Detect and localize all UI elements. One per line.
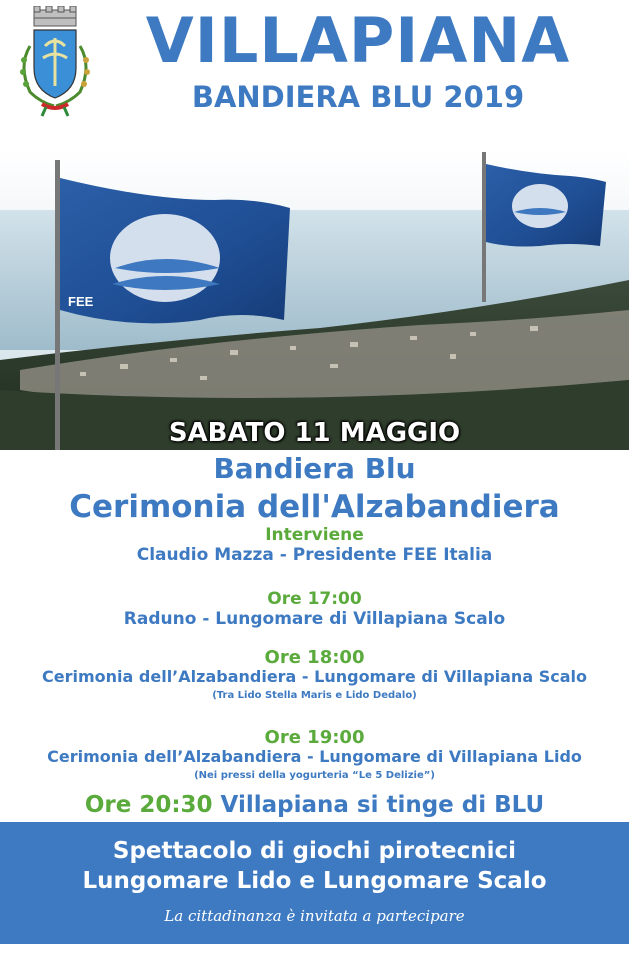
speaker-line: Claudio Mazza - Presidente FEE Italia — [136, 545, 493, 565]
schedule-note-3: (Nei pressi della yogurteria “Le 5 Delizie”) — [194, 770, 435, 781]
final-event-text: Villapiana si tinge di BLU — [220, 792, 545, 818]
final-event-line — [0, 790, 629, 820]
banner-line2: Lungomare Lido e Lungomare Scalo — [82, 868, 547, 894]
schedule-note-2: (Tra Lido Stella Maris e Lido Dedalo) — [212, 690, 417, 701]
banner-line1: Spettacolo di giochi pirotecnici — [112, 838, 517, 864]
fireworks-banner — [0, 822, 629, 944]
event-title-line1: Bandiera Blu — [213, 452, 416, 485]
page-subtitle: BANDIERA BLU 2019 — [191, 80, 525, 114]
schedule-time-1: Ore 17:00 — [267, 589, 362, 609]
event-date: SABATO 11 MAGGIO — [168, 418, 461, 448]
schedule-text-1: Raduno - Lungomare di Villapiana Scalo — [123, 609, 506, 629]
event-title-line2: Cerimonia dell'Alzabandiera — [69, 489, 560, 525]
schedule-text-3: Cerimonia dell’Alzabandiera - Lungomare di Villapiana Lido — [47, 747, 582, 766]
invitation-text: La cittadinanza è invitata a partecipare — [164, 907, 465, 925]
schedule-time-2: Ore 18:00 — [264, 647, 365, 668]
final-event-time: Ore 20:30 — [84, 792, 213, 818]
municipal-coat-of-arms-icon — [10, 6, 100, 118]
flag-mark-text: FEE — [68, 294, 94, 309]
schedule-text-2: Cerimonia dell’Alzabandiera - Lungomare di Villapiana Scalo — [42, 667, 587, 686]
page-title: VILLAPIANA — [145, 4, 571, 77]
blue-flag-photo — [0, 150, 629, 450]
intervention-label: Interviene — [265, 525, 364, 545]
schedule-time-3: Ore 19:00 — [264, 727, 365, 748]
